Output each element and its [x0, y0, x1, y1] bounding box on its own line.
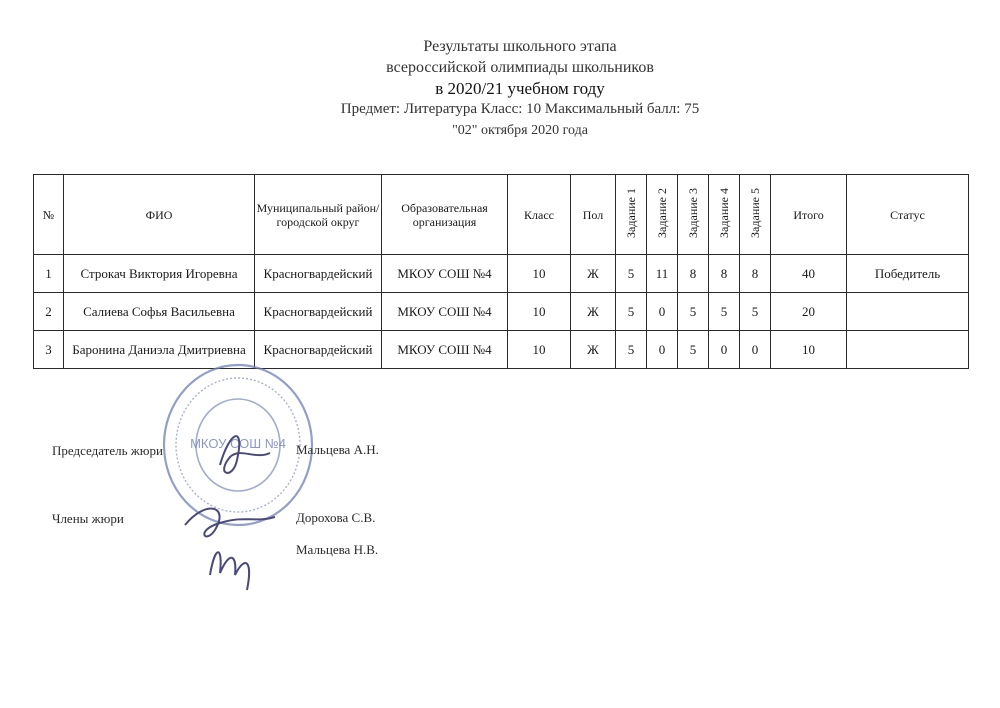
col-task5-label: Задание 5	[748, 188, 762, 238]
cell-status: Победитель	[847, 255, 969, 293]
member-2-name: Мальцева Н.В.	[296, 542, 379, 557]
col-task1	[616, 175, 647, 255]
cell-task5: 0	[740, 331, 771, 369]
col-task2	[647, 175, 678, 255]
signature-member-1	[185, 509, 275, 537]
signatures	[175, 405, 295, 595]
chair-name: Мальцева А.Н.	[296, 442, 379, 457]
col-task1-label: Задание 1	[624, 188, 638, 238]
cell-task1: 5	[616, 255, 647, 293]
col-total: Итого	[771, 175, 847, 255]
cell-task3: 5	[678, 331, 709, 369]
cell-sex: Ж	[571, 255, 616, 293]
cell-district: Красногвардейский	[255, 331, 382, 369]
cell-org: МКОУ СОШ №4	[382, 331, 508, 369]
table-row	[34, 255, 969, 293]
date-line: "02" октября 2020 года	[452, 123, 588, 138]
seal-center-text: МКОУ СОШ №4	[190, 436, 286, 451]
cell-total: 20	[771, 293, 847, 331]
member-1-name: Дорохова С.В.	[296, 510, 376, 525]
cell-total: 40	[771, 255, 847, 293]
col-num: №	[34, 175, 64, 255]
cell-task1: 5	[616, 331, 647, 369]
cell-grade: 10	[508, 293, 571, 331]
col-task5	[740, 175, 771, 255]
cell-task3: 5	[678, 293, 709, 331]
col-task2-label: Задание 2	[655, 188, 669, 238]
col-district: Муниципальный район/городской округ	[255, 175, 382, 255]
cell-task4: 0	[709, 331, 740, 369]
col-status: Статус	[847, 175, 969, 255]
members-label: Члены жюри	[52, 511, 124, 526]
table-row	[34, 293, 969, 331]
cell-sex: Ж	[571, 293, 616, 331]
col-task4	[709, 175, 740, 255]
cell-task5: 8	[740, 255, 771, 293]
cell-task2: 0	[647, 331, 678, 369]
cell-task4: 5	[709, 293, 740, 331]
cell-org: МКОУ СОШ №4	[382, 255, 508, 293]
cell-task2: 11	[647, 255, 678, 293]
col-task4-label: Задание 4	[717, 188, 731, 238]
cell-grade: 10	[508, 331, 571, 369]
title-line-3: в 2020/21 учебном году	[435, 79, 605, 98]
cell-fio: Строкач Виктория Игоревна	[64, 255, 255, 293]
title-line-2: всероссийской олимпиады школьников	[386, 59, 654, 76]
cell-status	[847, 331, 969, 369]
cell-district: Красногвардейский	[255, 293, 382, 331]
cell-fio: Баронина Даниэла Дмитриевна	[64, 331, 255, 369]
cell-task2: 0	[647, 293, 678, 331]
cell-task5: 5	[740, 293, 771, 331]
cell-total: 10	[771, 331, 847, 369]
cell-task3: 8	[678, 255, 709, 293]
cell-task4: 8	[709, 255, 740, 293]
col-fio: ФИО	[64, 175, 255, 255]
document-header	[0, 36, 1000, 141]
cell-num: 3	[34, 331, 64, 369]
table-header-row	[34, 175, 969, 255]
col-task3-label: Задание 3	[686, 188, 700, 238]
cell-num: 2	[34, 293, 64, 331]
signature-member-2	[210, 552, 249, 590]
col-sex: Пол	[571, 175, 616, 255]
chair-label: Председатель жюри	[52, 443, 163, 458]
cell-org: МКОУ СОШ №4	[382, 293, 508, 331]
cell-num: 1	[34, 255, 64, 293]
cell-district: Красногвардейский	[255, 255, 382, 293]
signature-chair	[220, 436, 270, 473]
cell-grade: 10	[508, 255, 571, 293]
col-org: Образовательная организация	[382, 175, 508, 255]
cell-sex: Ж	[571, 331, 616, 369]
cell-status	[847, 293, 969, 331]
cell-fio: Салиева Софья Васильевна	[64, 293, 255, 331]
col-grade: Класс	[508, 175, 571, 255]
subject-line: Предмет: Литература Класс: 10 Максимальный балл: 75	[340, 101, 700, 117]
title-line-1: Результаты школьного этапа	[423, 38, 617, 55]
col-task3	[678, 175, 709, 255]
cell-task1: 5	[616, 293, 647, 331]
results-table	[33, 174, 969, 369]
